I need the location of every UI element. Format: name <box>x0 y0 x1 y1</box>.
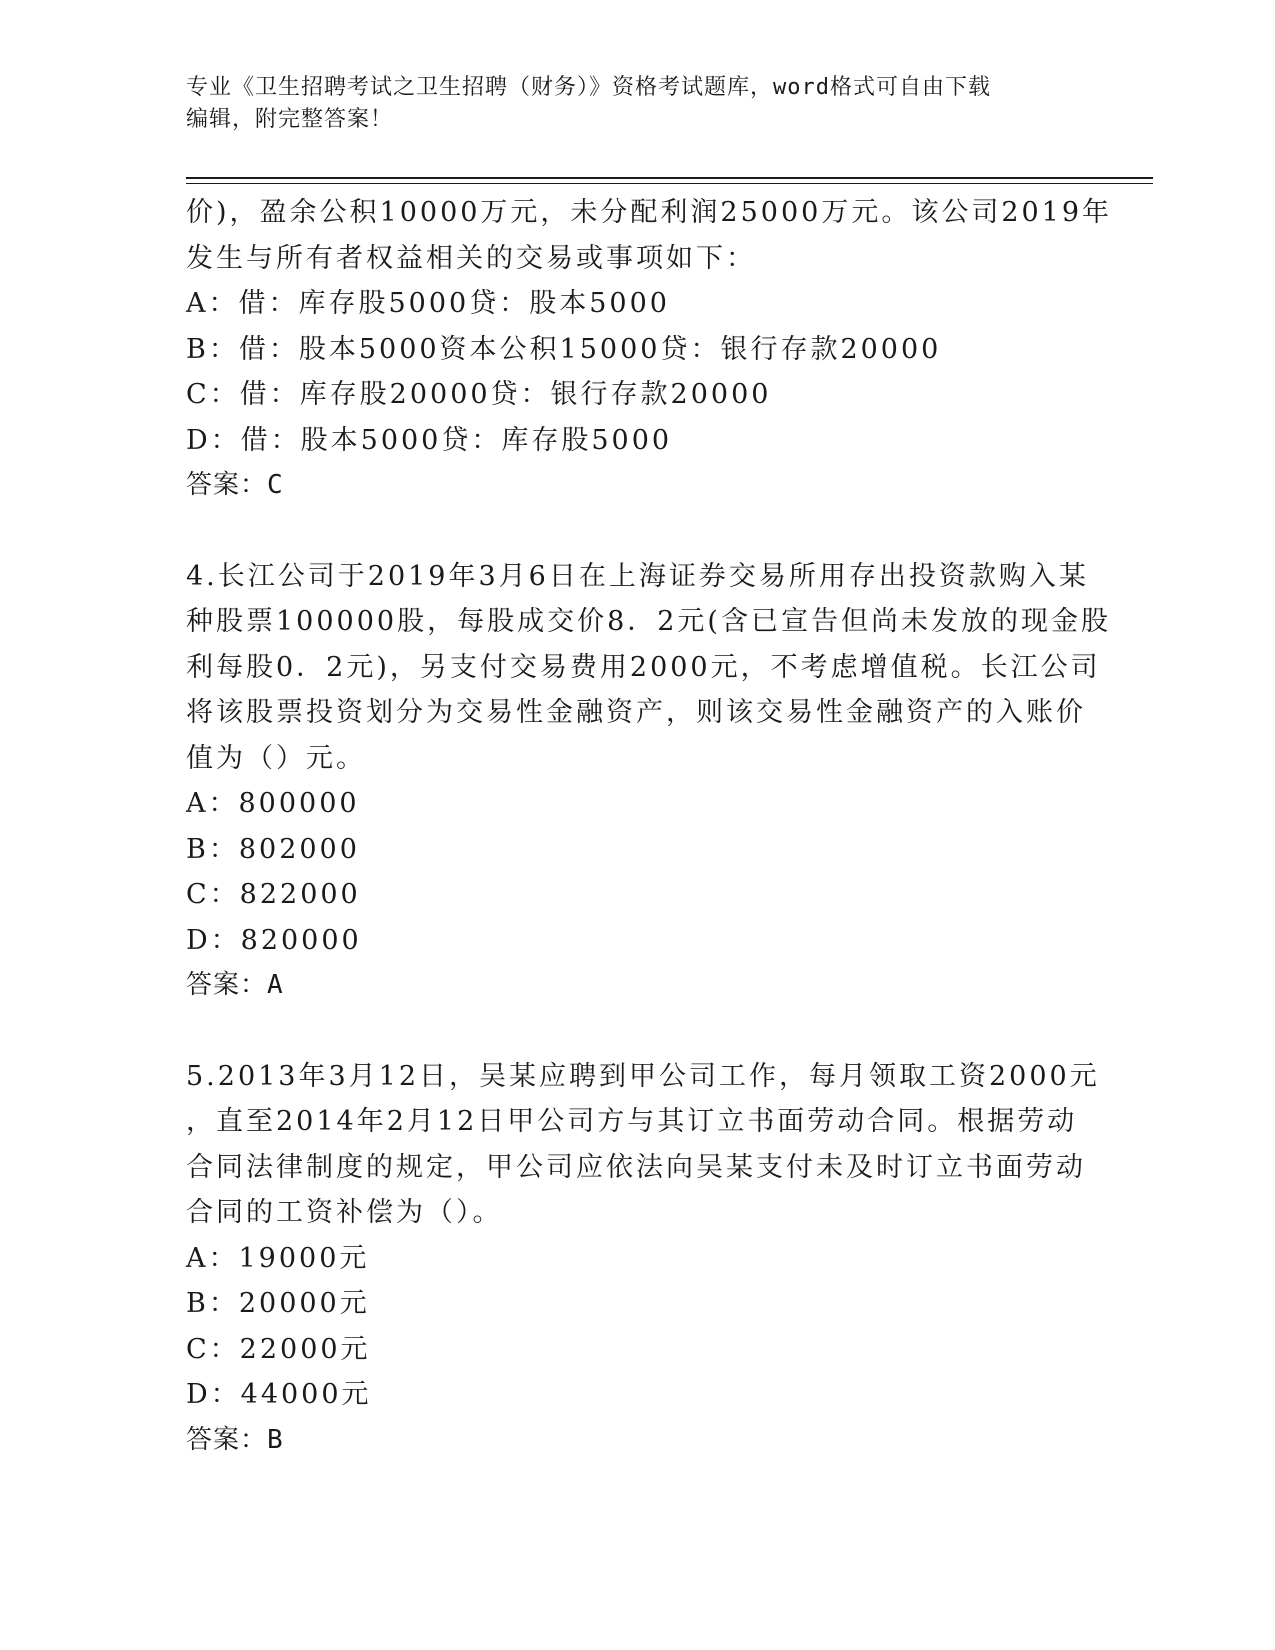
question-stem-line: 利每股0．2元)，另支付交易费用2000元，不考虑增值税。长江公司 <box>186 651 1101 683</box>
question-4 <box>186 554 1111 1009</box>
question-stem-line: 发生与所有者权益相关的交易或事项如下： <box>186 242 756 274</box>
option-c: C：22000元 <box>186 1333 371 1365</box>
header-line-2: 编辑，附完整答案！ <box>186 107 394 132</box>
document-header <box>186 72 1086 136</box>
option-b: B：20000元 <box>186 1288 370 1319</box>
question-spacer <box>186 1009 1086 1054</box>
option-c: C：822000 <box>186 879 361 910</box>
question-stem-line: 价)，盈余公积10000万元，未分配利润25000万元。该公司2019年 <box>186 197 1113 228</box>
option-a: A：19000元 <box>186 1242 370 1274</box>
question-spacer <box>186 509 1086 554</box>
question-5 <box>186 1054 1100 1464</box>
question-stem-line: 将该股票投资划分为交易性金融资产，则该交易性金融资产的入账价 <box>186 697 1086 728</box>
option-a: A：借：库存股5000贷：股本5000 <box>186 288 670 319</box>
option-d: D：820000 <box>186 924 362 956</box>
header-rule-thick <box>186 177 1153 179</box>
header-rule-thin <box>186 183 1153 184</box>
option-d: D：44000元 <box>186 1379 372 1410</box>
option-d: D：借：股本5000贷：库存股5000 <box>186 424 673 456</box>
question-stem-line: 合同法律制度的规定，甲公司应依法向吴某支付未及时订立书面劳动 <box>186 1151 1086 1183</box>
option-b: B：802000 <box>186 833 360 865</box>
question-stem-line: 4.长江公司于2019年3月6日在上海证券交易所用存出投资款购入某 <box>186 560 1089 592</box>
question-stem-line: ，直至2014年2月12日甲公司方与其订立书面劳动合同。根据劳动 <box>186 1106 1078 1137</box>
answer-line: 答案：C <box>186 470 284 500</box>
question-stem-line: 种股票100000股，每股成交价8．2元(含已宣告但尚未发放的现金股 <box>186 606 1111 637</box>
question-stem-line: 值为（）元。 <box>186 742 366 774</box>
option-a: A：800000 <box>186 788 360 819</box>
document-body <box>186 190 1113 1463</box>
answer-line: 答案：B <box>186 1424 284 1455</box>
option-c: C：借：库存股20000贷：银行存款20000 <box>186 379 772 410</box>
option-b: B：借：股本5000资本公积15000贷：银行存款20000 <box>186 333 942 365</box>
header-line-1: 专业《卫生招聘考试之卫生招聘（财务）》资格考试题库，word格式可自由下载 <box>186 75 991 100</box>
question-3 <box>186 190 1113 509</box>
answer-line: 答案：A <box>186 970 284 1000</box>
question-stem-line: 5.2013年3月12日，吴某应聘到甲公司工作，每月领取工资2000元 <box>186 1060 1100 1092</box>
question-stem-line: 合同的工资补偿为（）。 <box>186 1197 503 1228</box>
